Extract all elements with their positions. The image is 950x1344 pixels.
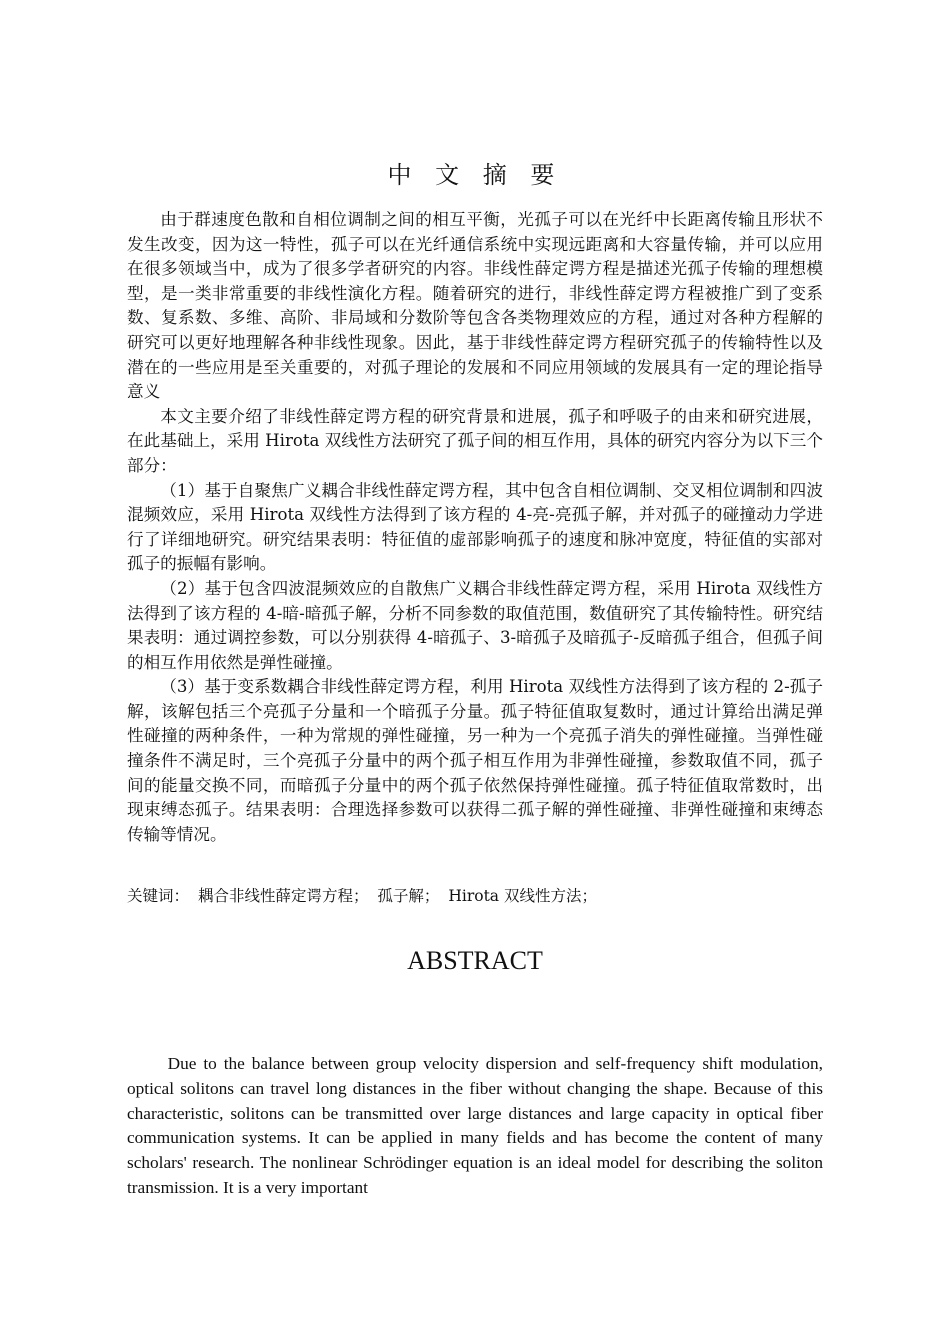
chinese-abstract-title: 中 文 摘 要 [387, 161, 563, 189]
chinese-paragraph-4: （2）基于包含四波混频效应的自散焦广义耦合非线性薛定谔方程，采用 Hirota 双线性方法得到了该方程的 4-暗-暗孤子解，分析不同参数的取值范围，数值研究了其传输特性。研究结果表明：通过调控参数，可以分别获得 4-暗孤子、3-暗孤子及暗孤子-反暗孤子组合，但孤子间的相互作用依然是弹性碰撞。 [127, 578, 823, 672]
chinese-paragraph-2: 本文主要介绍了非线性薛定谔方程的研究背景和进展，孤子和呼吸子的由来和研究进展，在此基础上，采用 Hirota 双线性方法研究了孤子间的相互作用，具体的研究内容分为以下三个部分： [127, 406, 823, 475]
chinese-paragraph-3: （1）基于自聚焦广义耦合非线性薛定谔方程，其中包含自相位调制、交叉相位调制和四波混频效应，采用 Hirota 双线性方法得到了该方程的 4-亮-亮孤子解，并对孤子的碰撞动力学进行了详细地研究。研究结果表明：特征值的虚部影响孤子的速度和脉冲宽度，特征值的实部对孤子的振幅有影响。 [127, 480, 823, 574]
keywords-label: 关键词： [127, 887, 190, 905]
chinese-abstract-body [127, 208, 823, 847]
keywords-line [127, 884, 823, 908]
english-abstract-body [127, 1052, 823, 1202]
english-abstract-title: ABSTRACT [407, 946, 543, 975]
english-paragraph-1: Due to the balance between group velocity dispersion and self-frequency shift modulation, optical solitons can travel long distances in the fiber without changing the shape. Because of this characteristic, solitons can be transmitted over large distances and large capacity in optical fiber communication systems. It can be applied in many fields and has become the content of many scholars' research. The nonlinear Schrödinger equation is an ideal model for describing the soliton transmission. It is a very important [127, 1054, 823, 1197]
keyword-item: Hirota 双线性方法； [448, 887, 597, 905]
keyword-item: 孤子解； [377, 887, 440, 905]
keyword-item: 耦合非线性薛定谔方程； [197, 887, 369, 905]
chinese-paragraph-1: 由于群速度色散和自相位调制之间的相互平衡，光孤子可以在光纤中长距离传输且形状不发生改变，因为这一特性，孤子可以在光纤通信系统中实现远距离和大容量传输，并可以应用在很多领域当中，成为了很多学者研究的内容。非线性薛定谔方程是描述光孤子传输的理想模型，是一类非常重要的非线性演化方程。随着研究的进行，非线性薛定谔方程被推广到了变系数、复系数、多维、高阶、非局域和分数阶等包含各类物理效应的方程，通过对各种方程解的研究可以更好地理解各种非线性现象。因此，基于非线性薛定谔方程研究孤子的传输特性以及潜在的一些应用是至关重要的，对孤子理论的发展和不同应用领域的发展具有一定的理论指导意义 [127, 210, 823, 402]
chinese-paragraph-5: （3）基于变系数耦合非线性薛定谔方程，利用 Hirota 双线性方法得到了该方程的 2-孤子解，该解包括三个亮孤子分量和一个暗孤子分量。孤子特征值取复数时，通过计算给出满足弹性碰撞的两种条件，一种为常规的弹性碰撞，另一种为一个亮孤子消失的弹性碰撞。当弹性碰撞条件不满足时，三个亮孤子分量中的两个孤子相互作用为非弹性碰撞，参数取值不同，孤子间的能量交换不同，而暗孤子分量中的两个孤子依然保持弹性碰撞。孤子特征值取常数时，出现束缚态孤子。结果表明：合理选择参数可以获得二孤子解的弹性碰撞、非弹性碰撞和束缚态传输等情况。 [127, 677, 823, 844]
